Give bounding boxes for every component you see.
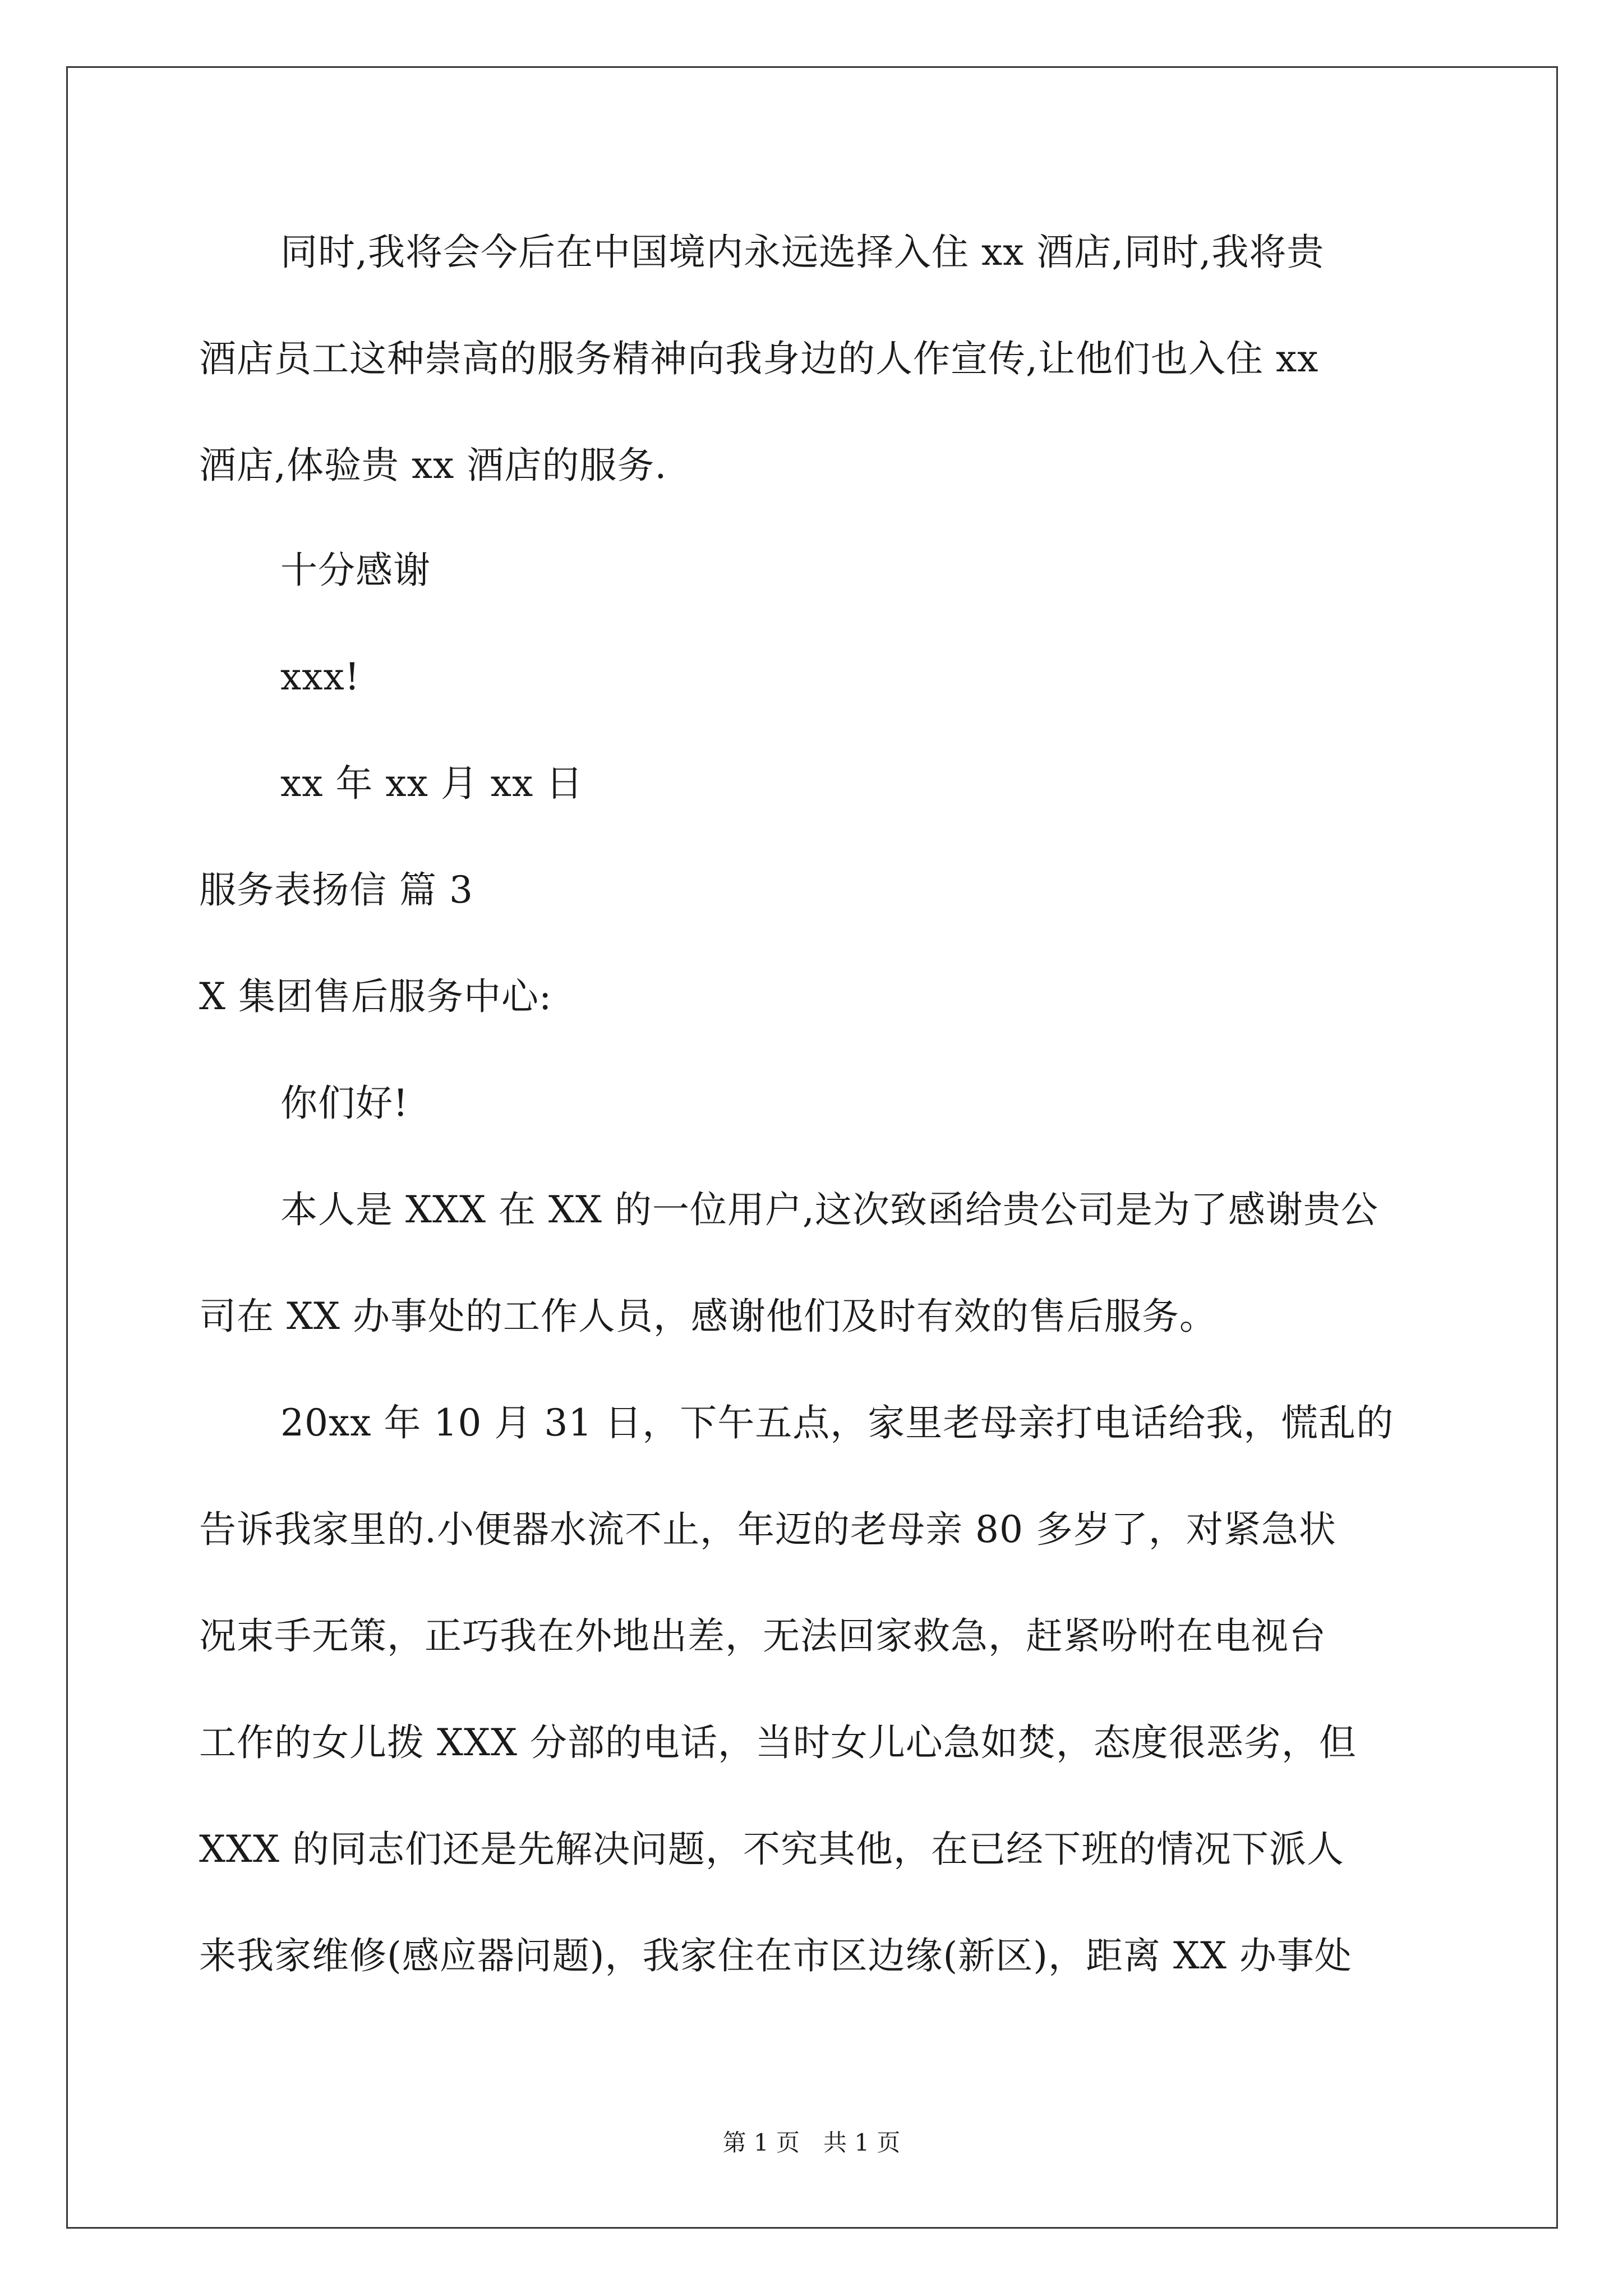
signature: xxx!: [280, 655, 361, 698]
body-line-3: 酒店,体验贵 xx 酒店的服务.: [199, 444, 667, 487]
body-line-10: 本人是 XXX 在 XX 的一位用户,这次致函给贵公司是为了感谢贵公: [280, 1188, 1378, 1231]
body-line-17: 来我家维修(感应器问题)，我家住在市区边缘(新区)，距离 XX 办事处: [199, 1934, 1352, 1977]
body-line-13: 告诉我家里的.小便器水流不止，年迈的老母亲 80 多岁了，对紧急状: [199, 1508, 1336, 1551]
recipient-line: X 集团售后服务中心:: [199, 975, 552, 1018]
date-line: xx 年 xx 月 xx 日: [280, 762, 584, 805]
body-line-2: 酒店员工这种崇高的服务精神向我身边的人作宣传,让他们也入住 xx: [199, 337, 1319, 380]
body-line-16: XXX 的同志们还是先解决问题，不究其他，在已经下班的情况下派人: [199, 1828, 1344, 1871]
body-line-1: 同时,我将会今后在中国境内永远选择入住 xx 酒店,同时,我将贵: [280, 231, 1325, 274]
body-line-11: 司在 XX 办事处的工作人员，感谢他们及时有效的售后服务。: [199, 1295, 1217, 1338]
section-heading: 服务表扬信 篇 3: [199, 868, 473, 912]
body-line-12: 20xx 年 10 月 31 日，下午五点，家里老母亲打电话给我，慌乱的: [280, 1401, 1394, 1444]
body-line-14: 况束手无策，正巧我在外地出差，无法回家救急，赶紧吩咐在电视台: [199, 1614, 1326, 1658]
body-line-15: 工作的女儿拨 XXX 分部的电话，当时女儿心急如焚，态度很恶劣，但: [199, 1721, 1357, 1764]
greeting-line: 你们好!: [280, 1082, 409, 1125]
page-number: 第 1 页 共 1 页: [722, 2129, 901, 2156]
closing-thanks: 十分感谢: [280, 549, 431, 592]
page-border: [66, 66, 1558, 2229]
